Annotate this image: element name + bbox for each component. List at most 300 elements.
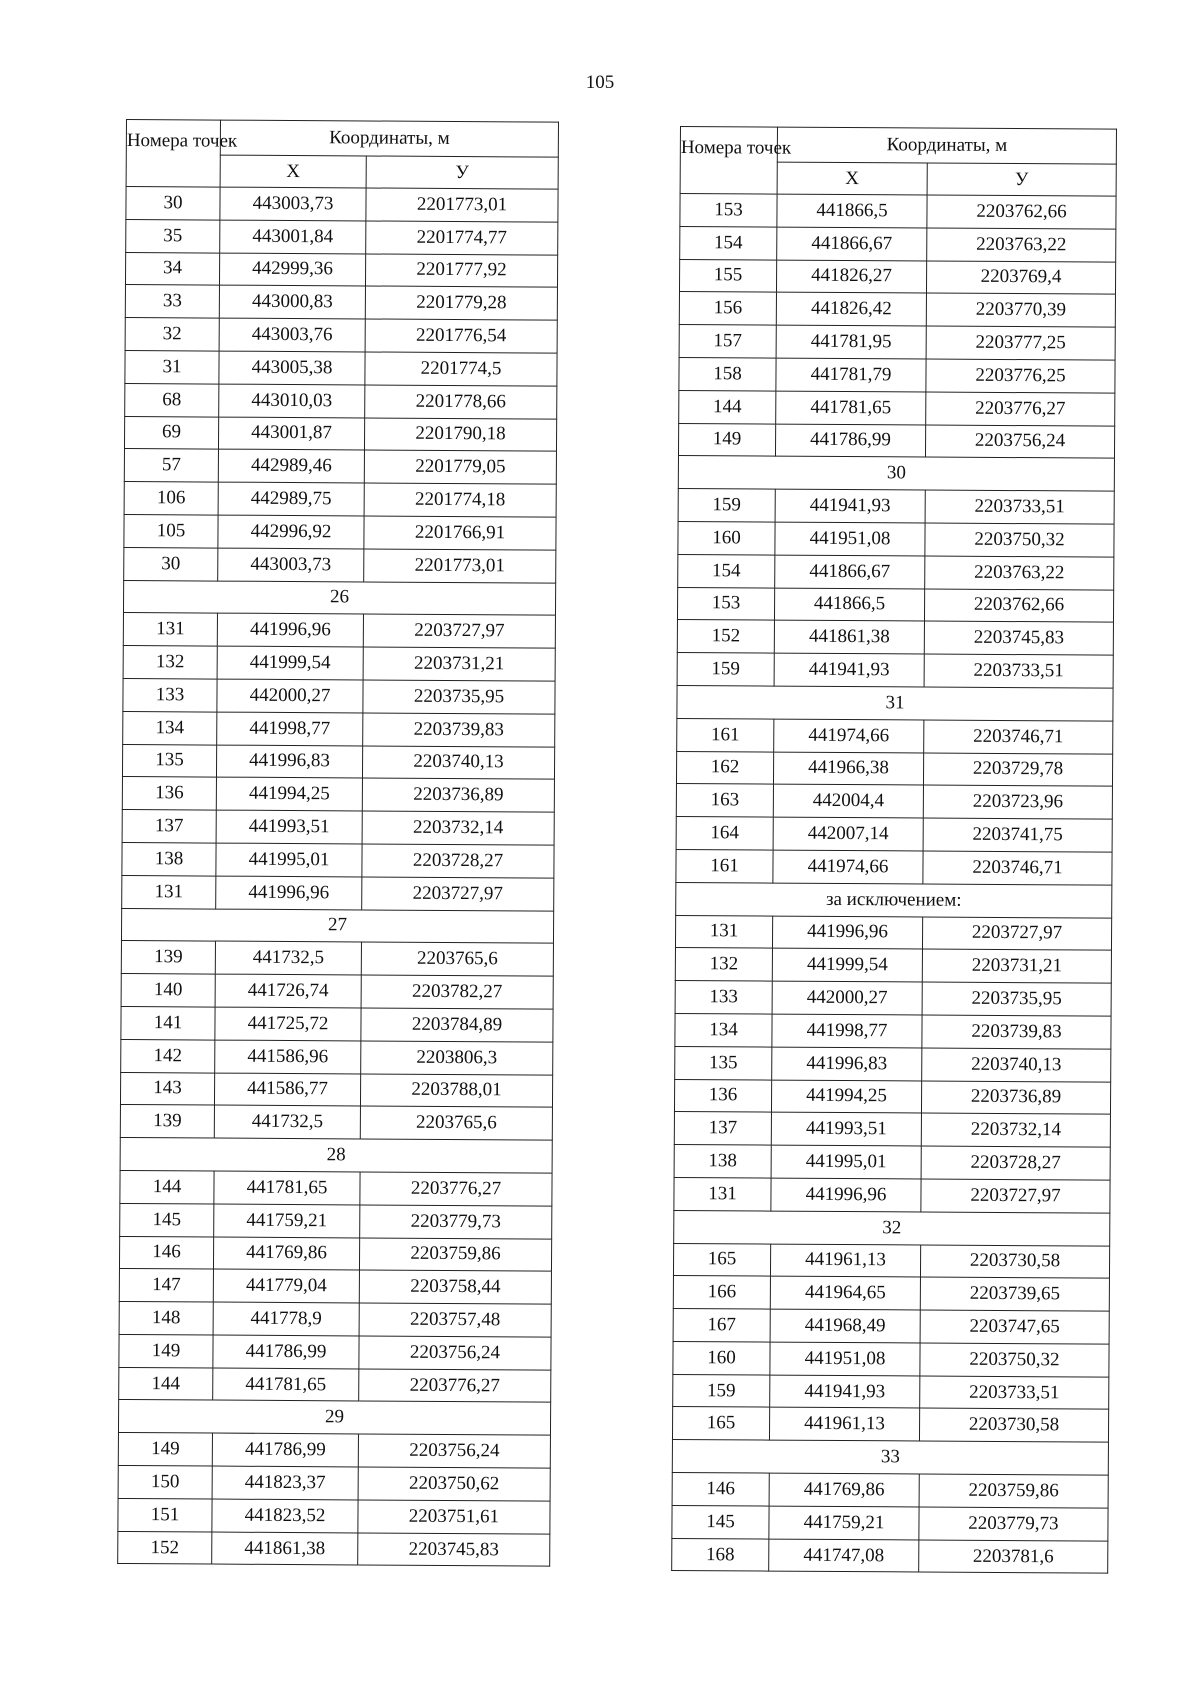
y-coordinate-cell: 2203762,66 xyxy=(927,195,1116,229)
table-row xyxy=(675,915,1111,950)
y-coordinate-cell: 2203745,83 xyxy=(924,621,1113,655)
x-coordinate-cell: 442996,92 xyxy=(218,515,364,549)
x-coordinate-cell: 441781,65 xyxy=(213,1368,359,1402)
table-row xyxy=(123,678,555,713)
y-coordinate-cell: 2203735,95 xyxy=(922,982,1111,1016)
y-coordinate-cell: 2201766,91 xyxy=(364,516,556,550)
x-coordinate-cell: 442999,36 xyxy=(219,253,365,287)
table-row xyxy=(125,285,557,320)
y-coordinate-cell: 2203750,32 xyxy=(920,1343,1109,1377)
y-coordinate-cell: 2203727,97 xyxy=(363,614,555,648)
table-row xyxy=(678,489,1114,524)
table-row xyxy=(678,423,1114,458)
y-coordinate-cell: 2201790,18 xyxy=(364,418,556,452)
table-row xyxy=(674,1177,1110,1212)
y-coordinate-cell: 2203747,65 xyxy=(920,1310,1109,1344)
section-label: 33 xyxy=(672,1440,1108,1475)
x-coordinate-cell: 441586,77 xyxy=(214,1073,360,1107)
table-row xyxy=(120,1203,552,1238)
table-row xyxy=(675,981,1111,1016)
section-label: за исключением: xyxy=(676,882,1112,917)
x-coordinate-cell: 441998,77 xyxy=(217,712,363,746)
point-number-cell: 153 xyxy=(677,587,774,620)
table-row xyxy=(124,416,556,451)
table-row xyxy=(673,1374,1109,1409)
x-coordinate-cell: 441786,99 xyxy=(212,1433,358,1467)
point-number-cell: 131 xyxy=(675,915,772,948)
table-row xyxy=(673,1276,1109,1311)
point-number-cell: 149 xyxy=(678,423,775,456)
y-coordinate-cell: 2203788,01 xyxy=(360,1073,552,1107)
table-row xyxy=(124,482,556,517)
table-row xyxy=(118,1498,550,1533)
table-row xyxy=(121,1039,553,1074)
y-coordinate-cell: 2203770,39 xyxy=(926,293,1115,327)
point-number-cell: 164 xyxy=(676,817,773,850)
table-row xyxy=(676,784,1112,819)
section-row xyxy=(123,580,555,615)
y-coordinate-cell: 2203735,95 xyxy=(363,680,555,714)
table-row xyxy=(122,777,554,812)
point-number-cell: 141 xyxy=(121,1006,215,1039)
table-row xyxy=(123,646,555,681)
y-coordinate-cell: 2203741,75 xyxy=(923,818,1112,852)
y-coordinate-cell: 2203806,3 xyxy=(361,1041,553,1075)
x-coordinate-cell: 441968,49 xyxy=(770,1309,920,1343)
section-label: 29 xyxy=(118,1400,550,1435)
y-coordinate-cell: 2203781,6 xyxy=(919,1540,1108,1574)
point-number-cell: 31 xyxy=(125,350,219,383)
x-coordinate-cell: 441999,54 xyxy=(772,948,922,982)
point-number-cell: 132 xyxy=(675,948,772,981)
x-coordinate-cell: 441995,01 xyxy=(771,1145,921,1179)
point-number-cell: 136 xyxy=(122,777,216,810)
point-number-cell: 144 xyxy=(120,1170,214,1203)
y-coordinate-cell: 2203736,89 xyxy=(921,1081,1110,1115)
point-number-cell: 144 xyxy=(679,390,776,423)
y-coordinate-cell: 2203736,89 xyxy=(362,778,554,812)
x-coordinate-cell: 441961,13 xyxy=(769,1408,919,1442)
point-number-cell: 163 xyxy=(676,784,773,817)
point-number-cell: 133 xyxy=(123,678,217,711)
point-number-cell: 152 xyxy=(677,620,774,653)
table-row xyxy=(120,1072,552,1107)
point-number-cell: 156 xyxy=(679,292,776,325)
table-row xyxy=(125,252,557,287)
point-number-cell: 134 xyxy=(123,711,217,744)
header-x: X xyxy=(220,155,366,188)
table-row xyxy=(676,751,1112,786)
x-coordinate-cell: 441866,5 xyxy=(774,588,924,622)
x-coordinate-cell: 441779,04 xyxy=(213,1269,359,1303)
point-number-cell: 138 xyxy=(674,1145,771,1178)
y-coordinate-cell: 2203756,24 xyxy=(358,1434,550,1468)
x-coordinate-cell: 441996,83 xyxy=(772,1047,922,1081)
y-coordinate-cell: 2201774,18 xyxy=(364,483,556,517)
x-coordinate-cell: 443003,73 xyxy=(220,187,366,221)
table-row xyxy=(680,226,1116,261)
y-coordinate-cell: 2203745,83 xyxy=(358,1533,550,1567)
y-coordinate-cell: 2203723,96 xyxy=(923,785,1112,819)
y-coordinate-cell: 2201773,01 xyxy=(366,188,558,222)
x-coordinate-cell: 441861,38 xyxy=(774,620,924,654)
y-coordinate-cell: 2203756,24 xyxy=(359,1336,551,1370)
x-coordinate-cell: 442007,14 xyxy=(773,817,923,851)
y-coordinate-cell: 2203762,66 xyxy=(924,589,1113,623)
y-coordinate-cell: 2201773,01 xyxy=(364,549,556,583)
x-coordinate-cell: 441726,74 xyxy=(215,974,361,1008)
point-number-cell: 165 xyxy=(672,1407,769,1440)
point-number-cell: 139 xyxy=(121,941,215,974)
point-number-cell: 140 xyxy=(121,974,215,1007)
x-coordinate-cell: 441998,77 xyxy=(772,1014,922,1048)
table-row xyxy=(678,521,1114,556)
table-row xyxy=(679,259,1115,294)
point-number-cell: 68 xyxy=(125,383,219,416)
section-row xyxy=(676,882,1112,917)
y-coordinate-cell: 2203763,22 xyxy=(927,228,1116,262)
x-coordinate-cell: 442000,27 xyxy=(772,981,922,1015)
table-row xyxy=(125,350,557,385)
table-row xyxy=(679,357,1115,392)
point-number-cell: 138 xyxy=(122,842,216,875)
section-row xyxy=(672,1440,1108,1475)
y-coordinate-cell: 2203728,27 xyxy=(362,844,554,878)
header-coordinates: Координаты, м xyxy=(777,127,1116,164)
y-coordinate-cell: 2203727,97 xyxy=(921,1179,1110,1213)
point-number-cell: 144 xyxy=(119,1367,213,1400)
x-coordinate-cell: 441732,5 xyxy=(215,941,361,975)
y-coordinate-cell: 2201777,92 xyxy=(365,254,557,288)
table-row xyxy=(119,1236,551,1271)
x-coordinate-cell: 441951,08 xyxy=(775,522,925,556)
x-coordinate-cell: 441996,96 xyxy=(772,916,922,950)
point-number-cell: 157 xyxy=(679,325,776,358)
point-number-cell: 168 xyxy=(672,1538,769,1571)
y-coordinate-cell: 2203776,27 xyxy=(926,392,1115,426)
x-coordinate-cell: 441826,42 xyxy=(776,292,926,326)
x-coordinate-cell: 441993,51 xyxy=(216,810,362,844)
table-row xyxy=(675,1046,1111,1081)
point-number-cell: 151 xyxy=(118,1498,212,1531)
y-coordinate-cell: 2203733,51 xyxy=(925,490,1114,524)
y-coordinate-cell: 2203727,97 xyxy=(362,877,554,911)
y-coordinate-cell: 2203750,62 xyxy=(358,1467,550,1501)
x-coordinate-cell: 441786,99 xyxy=(775,424,925,458)
y-coordinate-cell: 2203727,97 xyxy=(922,917,1111,951)
x-coordinate-cell: 441861,38 xyxy=(212,1532,358,1566)
y-coordinate-cell: 2203757,48 xyxy=(359,1303,551,1337)
point-number-cell: 136 xyxy=(674,1079,771,1112)
table-row xyxy=(122,744,554,779)
table-row xyxy=(673,1309,1109,1344)
table-row xyxy=(119,1367,551,1402)
section-label: 26 xyxy=(123,580,555,615)
y-coordinate-cell: 2203733,51 xyxy=(924,654,1113,688)
x-coordinate-cell: 441974,66 xyxy=(774,719,924,753)
table-row xyxy=(118,1466,550,1501)
table-row xyxy=(122,875,554,910)
point-number-cell: 132 xyxy=(123,646,217,679)
point-number-cell: 137 xyxy=(674,1112,771,1145)
y-coordinate-cell: 2201774,5 xyxy=(365,352,557,386)
table-row xyxy=(674,1112,1110,1147)
point-number-cell: 134 xyxy=(675,1013,772,1046)
x-coordinate-cell: 441769,86 xyxy=(213,1237,359,1271)
x-coordinate-cell: 441994,25 xyxy=(771,1080,921,1114)
table-row xyxy=(672,1505,1108,1540)
table-body-left xyxy=(118,187,558,1567)
point-number-cell: 161 xyxy=(676,849,773,882)
point-number-cell: 147 xyxy=(119,1269,213,1302)
table-row xyxy=(675,1013,1111,1048)
y-coordinate-cell: 2203758,44 xyxy=(359,1270,551,1304)
table-row xyxy=(673,1243,1109,1278)
section-row xyxy=(120,1138,552,1173)
point-number-cell: 165 xyxy=(673,1243,770,1276)
table-row xyxy=(672,1538,1108,1573)
table-row xyxy=(123,711,555,746)
table-row xyxy=(119,1269,551,1304)
section-row xyxy=(678,456,1114,491)
y-coordinate-cell: 2203730,58 xyxy=(919,1408,1108,1442)
page-number: 105 xyxy=(585,72,615,93)
point-number-cell: 139 xyxy=(120,1105,214,1138)
x-coordinate-cell: 443005,38 xyxy=(219,351,365,385)
point-number-cell: 146 xyxy=(119,1236,213,1269)
point-number-cell: 148 xyxy=(119,1302,213,1335)
point-number-cell: 159 xyxy=(677,653,774,686)
table-row xyxy=(674,1145,1110,1180)
y-coordinate-cell: 2203779,73 xyxy=(919,1507,1108,1541)
x-coordinate-cell: 441866,67 xyxy=(777,227,927,261)
y-coordinate-cell: 2203763,22 xyxy=(925,556,1114,590)
y-coordinate-cell: 2203784,89 xyxy=(361,1008,553,1042)
section-label: 32 xyxy=(674,1210,1110,1245)
point-number-cell: 155 xyxy=(679,259,776,292)
point-number-cell: 105 xyxy=(124,514,218,547)
x-coordinate-cell: 441781,79 xyxy=(776,358,926,392)
point-number-cell: 69 xyxy=(124,416,218,449)
section-row xyxy=(674,1210,1110,1245)
x-coordinate-cell: 441996,96 xyxy=(771,1178,921,1212)
x-coordinate-cell: 441999,54 xyxy=(217,646,363,680)
point-number-cell: 131 xyxy=(122,875,216,908)
point-number-cell: 145 xyxy=(120,1203,214,1236)
y-coordinate-cell: 2203739,83 xyxy=(363,713,555,747)
table-row xyxy=(122,810,554,845)
point-number-cell: 131 xyxy=(674,1177,771,1210)
point-number-cell: 35 xyxy=(126,219,220,252)
y-coordinate-cell: 2203730,58 xyxy=(920,1244,1109,1278)
point-number-cell: 153 xyxy=(680,194,777,227)
point-number-cell: 158 xyxy=(679,357,776,390)
y-coordinate-cell: 2203751,61 xyxy=(358,1500,550,1534)
y-coordinate-cell: 2203765,6 xyxy=(360,1106,552,1140)
x-coordinate-cell: 441826,27 xyxy=(776,260,926,294)
point-number-cell: 30 xyxy=(126,187,220,220)
section-row xyxy=(677,685,1113,720)
section-label: 27 xyxy=(121,908,553,943)
point-number-cell: 154 xyxy=(678,554,775,587)
table-row xyxy=(673,1341,1109,1376)
point-number-cell: 143 xyxy=(120,1072,214,1105)
point-number-cell: 149 xyxy=(118,1433,212,1466)
x-coordinate-cell: 441996,96 xyxy=(217,613,363,647)
y-coordinate-cell: 2201779,28 xyxy=(365,286,557,320)
table-row xyxy=(676,849,1112,884)
x-coordinate-cell: 441747,08 xyxy=(769,1539,919,1573)
y-coordinate-cell: 2203782,27 xyxy=(361,975,553,1009)
point-number-cell: 166 xyxy=(673,1276,770,1309)
x-coordinate-cell: 443003,73 xyxy=(218,548,364,582)
y-coordinate-cell: 2203729,78 xyxy=(923,753,1112,787)
point-number-cell: 142 xyxy=(121,1039,215,1072)
header-point-numbers: Номера точек xyxy=(126,120,220,188)
header-x: X xyxy=(777,162,927,195)
header-point-numbers: Номера точек xyxy=(680,127,777,195)
section-label: 31 xyxy=(677,685,1113,720)
coordinates-table-left xyxy=(117,119,559,1567)
x-coordinate-cell: 443000,83 xyxy=(219,285,365,319)
point-number-cell: 160 xyxy=(678,521,775,554)
table-row xyxy=(124,547,556,582)
y-coordinate-cell: 2203746,71 xyxy=(923,851,1112,885)
y-coordinate-cell: 2203765,6 xyxy=(361,942,553,976)
section-label: 30 xyxy=(678,456,1114,491)
x-coordinate-cell: 441974,66 xyxy=(773,850,923,884)
x-coordinate-cell: 441941,93 xyxy=(770,1375,920,1409)
table-row xyxy=(679,325,1115,360)
table-row xyxy=(120,1105,552,1140)
y-coordinate-cell: 2203728,27 xyxy=(921,1146,1110,1180)
y-coordinate-cell: 2203739,65 xyxy=(920,1277,1109,1311)
table-row xyxy=(119,1334,551,1369)
y-coordinate-cell: 2203779,73 xyxy=(360,1205,552,1239)
section-row xyxy=(118,1400,550,1435)
section-row xyxy=(121,908,553,943)
y-coordinate-cell: 2203731,21 xyxy=(922,949,1111,983)
table-row xyxy=(675,948,1111,983)
y-coordinate-cell: 2203731,21 xyxy=(363,647,555,681)
y-coordinate-cell: 2203759,86 xyxy=(919,1474,1108,1508)
y-coordinate-cell: 2201776,54 xyxy=(365,319,557,353)
x-coordinate-cell: 443010,03 xyxy=(219,384,365,418)
x-coordinate-cell: 441725,72 xyxy=(215,1007,361,1041)
x-coordinate-cell: 441994,25 xyxy=(216,777,362,811)
y-coordinate-cell: 2203776,27 xyxy=(360,1172,552,1206)
x-coordinate-cell: 443003,76 xyxy=(219,318,365,352)
table-row xyxy=(676,817,1112,852)
point-number-cell: 160 xyxy=(673,1341,770,1374)
point-number-cell: 135 xyxy=(122,744,216,777)
table-row xyxy=(674,1079,1110,1114)
point-number-cell: 135 xyxy=(675,1046,772,1079)
table-row xyxy=(124,514,556,549)
table-row xyxy=(677,653,1113,688)
y-coordinate-cell: 2203740,13 xyxy=(922,1048,1111,1082)
point-number-cell: 137 xyxy=(122,810,216,843)
table-row xyxy=(672,1407,1108,1442)
x-coordinate-cell: 441995,01 xyxy=(216,843,362,877)
table-row xyxy=(677,620,1113,655)
point-number-cell: 33 xyxy=(125,285,219,318)
y-coordinate-cell: 2201774,77 xyxy=(366,221,558,255)
point-number-cell: 154 xyxy=(680,226,777,259)
header-coordinates: Координаты, м xyxy=(220,120,558,157)
table-row xyxy=(672,1473,1108,1508)
x-coordinate-cell: 441786,99 xyxy=(213,1335,359,1369)
y-coordinate-cell: 2203769,4 xyxy=(926,261,1115,295)
x-coordinate-cell: 441778,9 xyxy=(213,1302,359,1336)
table-row xyxy=(124,449,556,484)
x-coordinate-cell: 441941,93 xyxy=(774,653,924,687)
table-row xyxy=(118,1531,550,1566)
x-coordinate-cell: 443001,87 xyxy=(218,417,364,451)
table-row xyxy=(120,1170,552,1205)
y-coordinate-cell: 2203759,86 xyxy=(359,1237,551,1271)
y-coordinate-cell: 2203739,83 xyxy=(922,1015,1111,1049)
point-number-cell: 32 xyxy=(125,318,219,351)
point-number-cell: 159 xyxy=(678,489,775,522)
point-number-cell: 167 xyxy=(673,1309,770,1342)
x-coordinate-cell: 441951,08 xyxy=(770,1342,920,1376)
header-y: У xyxy=(366,156,558,189)
table-row xyxy=(677,718,1113,753)
table-row xyxy=(121,1006,553,1041)
y-coordinate-cell: 2203740,13 xyxy=(362,746,554,780)
x-coordinate-cell: 441996,96 xyxy=(216,876,362,910)
table-row xyxy=(122,842,554,877)
x-coordinate-cell: 442989,75 xyxy=(218,482,364,516)
point-number-cell: 162 xyxy=(676,751,773,784)
y-coordinate-cell: 2203776,27 xyxy=(359,1369,551,1403)
x-coordinate-cell: 441961,13 xyxy=(770,1244,920,1278)
x-coordinate-cell: 441941,93 xyxy=(775,489,925,523)
point-number-cell: 133 xyxy=(675,981,772,1014)
x-coordinate-cell: 442004,4 xyxy=(773,784,923,818)
x-coordinate-cell: 441781,65 xyxy=(776,391,926,425)
x-coordinate-cell: 442000,27 xyxy=(217,679,363,713)
point-number-cell: 131 xyxy=(123,613,217,646)
point-number-cell: 146 xyxy=(672,1473,769,1506)
table-row xyxy=(118,1433,550,1468)
y-coordinate-cell: 2203756,24 xyxy=(925,425,1114,459)
y-coordinate-cell: 2203746,71 xyxy=(924,720,1113,754)
y-coordinate-cell: 2201779,05 xyxy=(364,450,556,484)
x-coordinate-cell: 441759,21 xyxy=(769,1506,919,1540)
point-number-cell: 149 xyxy=(119,1334,213,1367)
point-number-cell: 150 xyxy=(118,1466,212,1499)
x-coordinate-cell: 441866,5 xyxy=(777,194,927,228)
table-row xyxy=(680,194,1116,229)
point-number-cell: 57 xyxy=(124,449,218,482)
table-row xyxy=(126,219,558,254)
x-coordinate-cell: 441966,38 xyxy=(773,752,923,786)
section-label: 28 xyxy=(120,1138,552,1173)
x-coordinate-cell: 441781,65 xyxy=(214,1171,360,1205)
x-coordinate-cell: 441781,95 xyxy=(776,325,926,359)
table-row xyxy=(679,292,1115,327)
point-number-cell: 161 xyxy=(677,718,774,751)
table-row xyxy=(123,613,555,648)
x-coordinate-cell: 441732,5 xyxy=(214,1105,360,1139)
y-coordinate-cell: 2203750,32 xyxy=(925,523,1114,557)
point-number-cell: 106 xyxy=(124,482,218,515)
table-row xyxy=(125,383,557,418)
table-row xyxy=(121,941,553,976)
y-coordinate-cell: 2203732,14 xyxy=(921,1113,1110,1147)
